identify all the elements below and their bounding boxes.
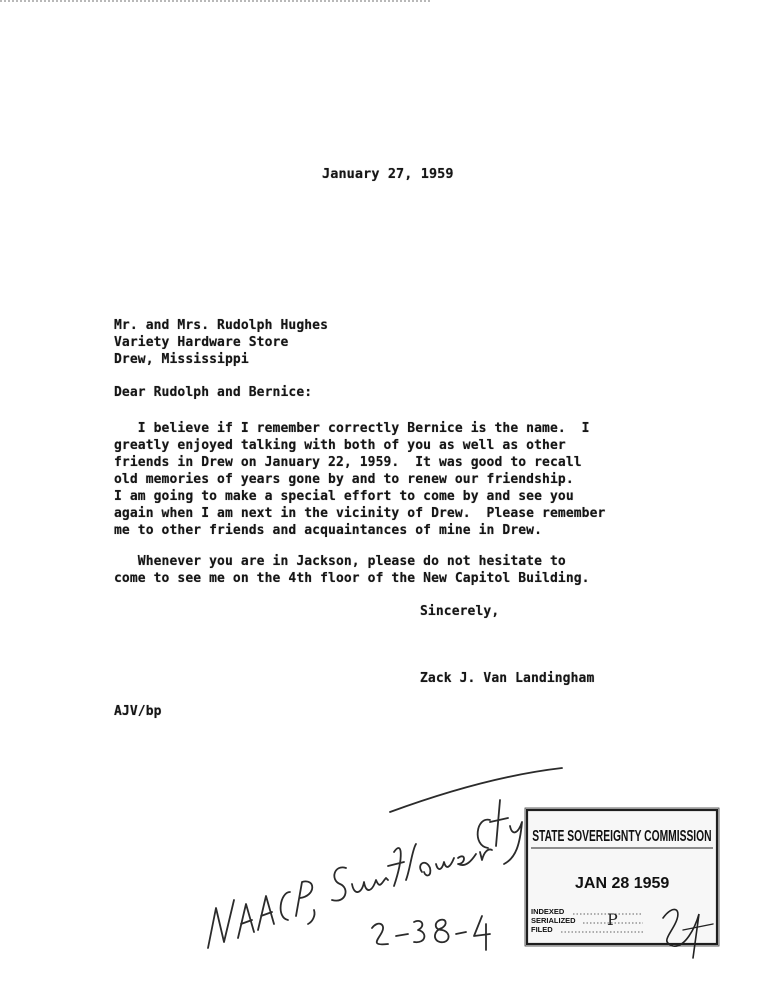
address-line: Variety Hardware Store (114, 335, 289, 350)
body-line: I believe if I remember correctly Bernice is the name. I (114, 421, 590, 436)
typist-initials: AJV/bp (114, 704, 162, 719)
handwriting-flourish (390, 768, 562, 812)
stamp-label-indexed: INDEXED (531, 907, 565, 916)
address-line: Mr. and Mrs. Rudolph Hughes (114, 318, 329, 333)
signer-name: Zack J. Van Landingham (420, 671, 595, 686)
body-line: again when I am next in the vicinity of Drew. Please remember (114, 506, 606, 521)
body-paragraph-2 (114, 553, 590, 587)
body-line: I am going to make a special effort to come by and see you (114, 489, 574, 504)
address-line: Drew, Mississippi (114, 352, 249, 367)
handwritten-annotation (190, 760, 550, 960)
body-line: Whenever you are in Jackson, please do not hesitate to (114, 554, 566, 569)
stamp-label-filed: FILED (531, 925, 553, 934)
salutation: Dear Rudolph and Bernice: (114, 385, 313, 400)
body-line: old memories of years gone by and to renew our friendship. (114, 472, 574, 487)
stamp-date: JAN 28 1959 (575, 875, 670, 892)
stamp-header: STATE SOVEREIGNTY COMMISSION (532, 827, 712, 846)
receiving-stamp (523, 808, 723, 958)
body-line: greatly enjoyed talking with both of you as well as other (114, 438, 566, 453)
body-line: me to other friends and acquaintances of mine in Drew. (114, 523, 543, 538)
stamp-serialized-mark: P (607, 910, 618, 929)
scan-edge-artifact (0, 0, 430, 5)
closing: Sincerely, (420, 604, 500, 619)
body-paragraph-1 (114, 420, 605, 539)
recipient-address (114, 317, 328, 368)
stamp-label-serialized: SERIALIZED (531, 916, 576, 925)
letter-date: January 27, 1959 (322, 166, 454, 182)
body-line: come to see me on the 4th floor of the New Capitol Building. (114, 571, 590, 586)
body-line: friends in Drew on January 22, 1959. It was good to recall (114, 455, 582, 470)
